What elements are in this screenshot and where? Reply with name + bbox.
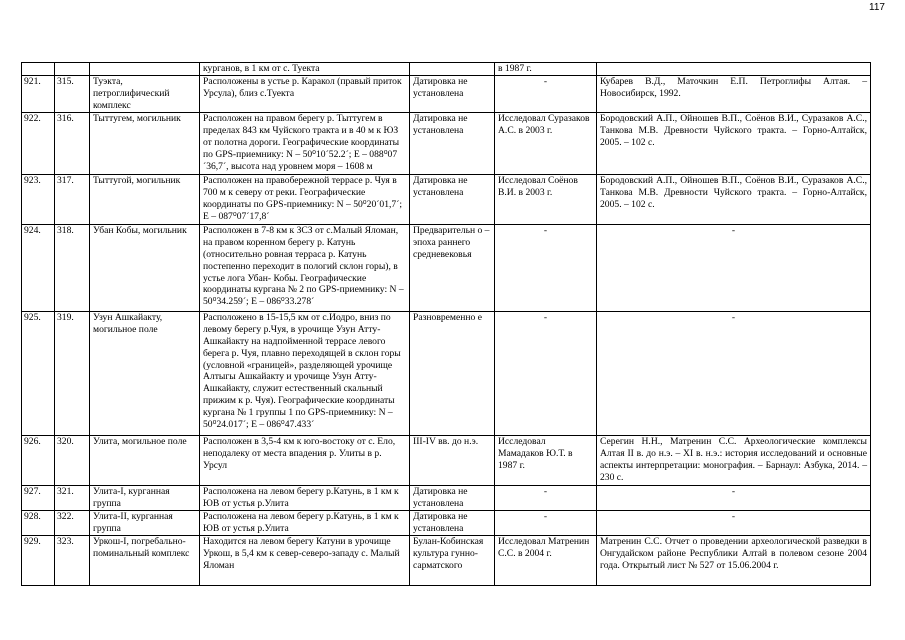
table-row [22,535,871,585]
cell-literature: Бородовский А.П., Ойношев В.П., Соёнов В.И., Суразаков А.С., Танкова М.В. Древности Чуйского тракта. – Горно-Алтайск, 2005. – 102 с. [597,174,871,224]
cell-researcher: в 1987 г. [495,63,597,76]
cell-no: 927. [22,485,55,510]
table-row [22,224,871,311]
cell-name: Улита-II, курганная группа [90,510,200,535]
cell-researcher: - [495,485,597,510]
cell-no: 925. [22,311,55,435]
cell-local-no: 318. [55,224,90,311]
cell-location: Расположена на левом берегу р.Катунь, в 1 км к ЮВ от устья р.Улита [200,510,410,535]
cell-literature: Серегин Н.Н., Матренин С.С. Археологические комплексы Алтая II в. до н.э. – XI в. н.э.: история исследований и основные аспекты интерпретации: монография. – Барнаул: Азбука, 2014. – 230 с. [597,435,871,485]
cell-location: Находится на левом берегу Катуни в урочище Уркош, в 5,4 км к север-северо-западу с. Малый Яломан [200,535,410,585]
cell-dating: Булан-Кобинская культура гунно-сарматского [410,535,495,585]
cell-location: Расположена на левом берегу р.Катунь, в 1 км к ЮВ от устья р.Улита [200,485,410,510]
cell-researcher: - [495,224,597,311]
cell-name: Уркош-I, погребально-поминальный комплекс [90,535,200,585]
cell-local-no: 316. [55,112,90,174]
cell-researcher: Исследовал Матренин С.С. в 2004 г. [495,535,597,585]
cell-no [22,63,55,76]
cell-dating: Датировка не установлена [410,75,495,112]
cell-dating: Датировка не установлена [410,174,495,224]
table-row [22,435,871,485]
cell-researcher: - [495,75,597,112]
table-row-continuation [22,63,871,76]
cell-literature: - [597,510,871,535]
cell-local-no: 322. [55,510,90,535]
cell-literature: Кубарев В.Д., Маточкин Е.П. Петроглифы Алтая. – Новосибирск, 1992. [597,75,871,112]
table-row [22,174,871,224]
cell-location: Расположено в 15-15,5 км от с.Иодро, вниз по левому берегу р.Чуя, в урочище Узун Атту-Ашкайакту на надпойменной террасе левого берега р. Чуя, плавно переходящей в склон горы (условной «границей», разделяющей урочище Алтыгы Ашкайакту и урочище Узун Атту-Ашкайакту, служит естественный скальный прижим к р. Чуя). Географические координаты кургана № 1 группы 1 по GPS-приемнику: N – 50⁰24.017´; Е – 086⁰47.433´ [200,311,410,435]
cell-dating: Разновременно е [410,311,495,435]
cell-location: Расположен в 3,5-4 км к юго-востоку от с. Ело, неподалеку от места впадения р. Улиты в р. Урсул [200,435,410,485]
cell-name: Тыттугем, могильник [90,112,200,174]
cell-literature: - [597,311,871,435]
cell-location: Расположен на правобережной террасе р. Чуя в 700 м к северу от реки. Географические координаты по GPS-приемнику: N – 50⁰20´01,7´; Е – 087⁰07´17,8´ [200,174,410,224]
cell-researcher: - [495,311,597,435]
table-row [22,75,871,112]
cell-local-no: 320. [55,435,90,485]
cell-dating: III-IV вв. до н.э. [410,435,495,485]
table-row [22,311,871,435]
cell-dating [410,63,495,76]
cell-location: Расположен в 7-8 км к ЗСЗ от с.Малый Яломан, на правом коренном берегу р. Катунь (относительно ровная терраса р. Катунь постепенно переходит в пологий склон горы), в устье лога Убан- Кобы. Географические координаты кургана № 2 по GPS-приемнику: N – 50⁰34.259´; Е – 086⁰33.278´ [200,224,410,311]
cell-literature: - [597,485,871,510]
cell-researcher: Исследовал Мамадаков Ю.Т. в 1987 г. [495,435,597,485]
cell-dating: Датировка не установлена [410,112,495,174]
cell-no: 924. [22,224,55,311]
cell-location: курганов, в 1 км от с. Туекта [200,63,410,76]
cell-no: 926. [22,435,55,485]
table-body [22,63,871,586]
cell-literature: Бородовский А.П., Ойношев В.П., Соёнов В.И., Суразаков А.С., Танкова М.В. Древности Чуйского тракта. – Горно-Алтайск, 2005. – 102 с. [597,112,871,174]
cell-name: Тыттугой, могильник [90,174,200,224]
cell-literature [597,63,871,76]
cell-literature: Матренин С.С. Отчет о проведении археологической разведки в Онгудайском районе Республики Алтай в полевом сезоне 2004 года. Открытый лист № 527 от 15.06.2004 г. [597,535,871,585]
cell-no: 921. [22,75,55,112]
cell-name: Улита-I, курганная группа [90,485,200,510]
cell-name [90,63,200,76]
cell-literature: - [597,224,871,311]
table-row [22,485,871,510]
cell-location: Расположены в устье р. Каракол (правый приток Урсула), близ с.Туекта [200,75,410,112]
cell-researcher: Исследовал Суразаков А.С. в 2003 г. [495,112,597,174]
cell-local-no: 323. [55,535,90,585]
cell-local-no: 317. [55,174,90,224]
cell-researcher: Исследовал Соёнов В.И. в 2003 г. [495,174,597,224]
cell-no: 923. [22,174,55,224]
cell-local-no [55,63,90,76]
cell-no: 922. [22,112,55,174]
cell-researcher: - [495,510,597,535]
cell-name: Узун Ашкайакту, могильное поле [90,311,200,435]
table-row [22,510,871,535]
cell-dating: Датировка не установлена [410,485,495,510]
cell-local-no: 319. [55,311,90,435]
cell-no: 928. [22,510,55,535]
page-number: 117 [869,2,885,13]
monuments-table [21,62,871,586]
table-row [22,112,871,174]
cell-name: Туэкта, петроглифический комплекс [90,75,200,112]
cell-location: Расположен на правом берегу р. Тыттугем в пределах 843 км Чуйского тракта и в 40 м к ЮЗ от полотна дороги. Географические координаты по GPS-приемнику: N – 50⁰10´52.2´; Е – 088⁰07´36,7´, высота над уровнем моря – 1608 м [200,112,410,174]
cell-dating: Предварительн о –эпоха раннего средневековья [410,224,495,311]
cell-local-no: 315. [55,75,90,112]
cell-no: 929. [22,535,55,585]
cell-dating: Датировка не установлена [410,510,495,535]
cell-name: Убан Кобы, могильник [90,224,200,311]
cell-local-no: 321. [55,485,90,510]
cell-name: Улита, могильное поле [90,435,200,485]
